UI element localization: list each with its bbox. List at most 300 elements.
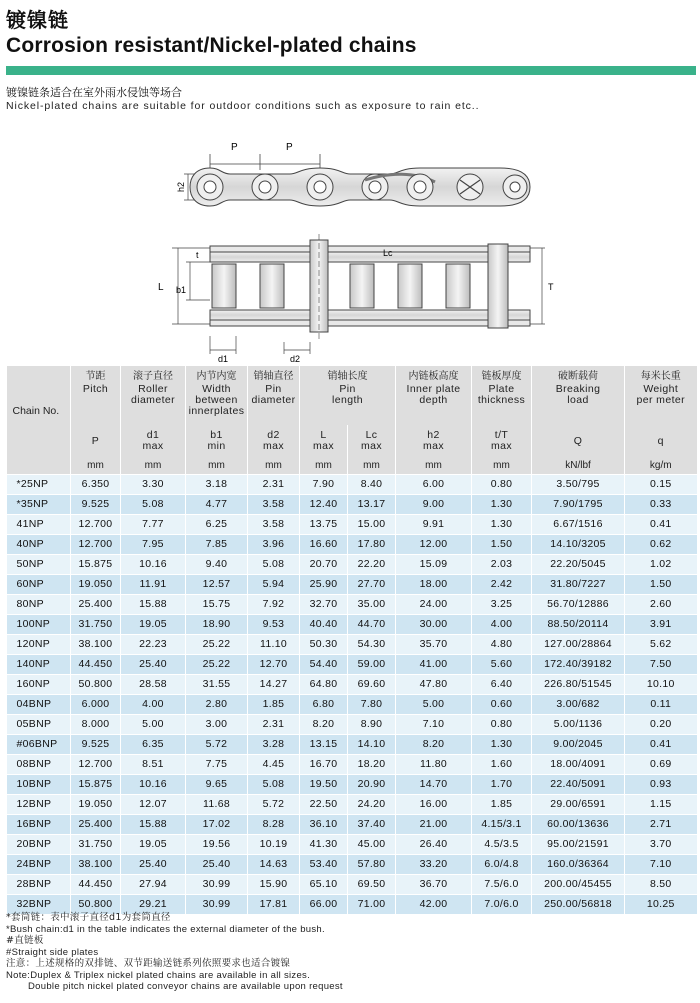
note-general-en-2: Double pitch nickel plated conveyor chains are available upon request <box>28 981 343 992</box>
table-cell: 226.80/51545 <box>532 674 625 694</box>
table-cell: 69.50 <box>348 874 396 894</box>
table-cell: 45.00 <box>348 834 396 854</box>
table-cell: 4.45 <box>248 754 300 774</box>
table-row <box>7 614 697 634</box>
chain-diagram <box>150 128 570 363</box>
table-cell: 10.19 <box>248 834 300 854</box>
table-cell: 41.30 <box>300 834 348 854</box>
table-row <box>7 514 697 534</box>
table-cell: 6.35 <box>121 734 186 754</box>
table-cell: 7.75 <box>186 754 248 774</box>
table-cell: 30.99 <box>186 894 248 914</box>
col-header-inner-plate-depth: 内链板高度 Inner plate depth <box>396 366 472 425</box>
table-cell: 8.28 <box>248 814 300 834</box>
table-row <box>7 674 697 694</box>
table-cell: 42.00 <box>396 894 472 914</box>
table-cell: 29.21 <box>121 894 186 914</box>
col-header-roller-diameter: 滚子直径 Roller diameter <box>121 366 186 425</box>
table-cell: 7.77 <box>121 514 186 534</box>
chain-no-cell: 16BNP <box>7 814 71 834</box>
table-cell: 7.90/1795 <box>532 494 625 514</box>
table-cell: 71.00 <box>348 894 396 914</box>
table-cell: 15.875 <box>71 774 121 794</box>
table-cell: 15.75 <box>186 594 248 614</box>
table-cell: 14.10/3205 <box>532 534 625 554</box>
unit-header: kg/m <box>625 457 697 474</box>
col-header-pin-length: 销轴长度 Pin length <box>300 366 396 425</box>
table-cell: 38.100 <box>71 634 121 654</box>
table-cell: 22.40/5091 <box>532 774 625 794</box>
chain-no-cell: 08BNP <box>7 754 71 774</box>
table-cell: 7.85 <box>186 534 248 554</box>
table-cell: 6.00 <box>396 474 472 494</box>
table-cell: 50.30 <box>300 634 348 654</box>
table-cell: 26.40 <box>396 834 472 854</box>
table-cell: 50.800 <box>71 894 121 914</box>
table-cell: 14.10 <box>348 734 396 754</box>
table-row <box>7 474 697 494</box>
chain-no-cell: 80NP <box>7 594 71 614</box>
chain-no-cell: 40NP <box>7 534 71 554</box>
b1-label: b1 <box>176 285 187 295</box>
table-cell: 0.62 <box>625 534 697 554</box>
table-cell: 3.91 <box>625 614 697 634</box>
table-cell: 24.20 <box>348 794 396 814</box>
table-cell: 6.80 <box>300 694 348 714</box>
table-cell: 59.00 <box>348 654 396 674</box>
table-cell: 36.10 <box>300 814 348 834</box>
table-row <box>7 874 697 894</box>
chain-no-cell: 20BNP <box>7 834 71 854</box>
table-cell: 31.55 <box>186 674 248 694</box>
table-row <box>7 574 697 594</box>
table-row <box>7 894 697 914</box>
table-cell: 19.56 <box>186 834 248 854</box>
table-row <box>7 654 697 674</box>
table-cell: 95.00/21591 <box>532 834 625 854</box>
table-cell: 15.88 <box>121 594 186 614</box>
col-header-pin-diameter: 销轴直径 Pin diameter <box>248 366 300 425</box>
unit-header: mm <box>348 457 396 474</box>
table-row <box>7 534 697 554</box>
table-row <box>7 814 697 834</box>
col-header-plate-thickness: 链板厚度 Plate thickness <box>472 366 532 425</box>
table-cell: 5.08 <box>248 554 300 574</box>
table-cell: 0.60 <box>472 694 532 714</box>
table-cell: 19.05 <box>121 614 186 634</box>
table-cell: 25.400 <box>71 814 121 834</box>
chain-no-cell: 160NP <box>7 674 71 694</box>
table-cell: 19.05 <box>121 834 186 854</box>
table-row <box>7 494 697 514</box>
table-cell: 25.90 <box>300 574 348 594</box>
sym-header: Q <box>532 425 625 457</box>
table-cell: 64.80 <box>300 674 348 694</box>
note-bush-cn: *套筒链：表中滚子直径d1为套筒直径 <box>6 912 171 923</box>
col-header-weight: 每米长重 Weight per meter <box>625 366 697 425</box>
chain-no-cell: 04BNP <box>7 694 71 714</box>
table-cell: 31.750 <box>71 834 121 854</box>
pitch-label-2: P <box>286 142 293 153</box>
table-cell: 27.94 <box>121 874 186 894</box>
table-cell: 12.700 <box>71 534 121 554</box>
table-cell: 22.20/5045 <box>532 554 625 574</box>
tt-label: T <box>548 282 554 292</box>
table-cell: 7.95 <box>121 534 186 554</box>
note-general-en-1: Note:Duplex & Triplex nickel plated chains are available in all sizes. <box>6 969 311 981</box>
table-cell: 25.400 <box>71 594 121 614</box>
table-cell: 44.450 <box>71 654 121 674</box>
table-cell: 16.00 <box>396 794 472 814</box>
chain-no-cell: 100NP <box>7 614 71 634</box>
table-cell: 57.80 <box>348 854 396 874</box>
chain-no-cell: 10BNP <box>7 774 71 794</box>
table-cell: 18.00/4091 <box>532 754 625 774</box>
table-cell: 2.60 <box>625 594 697 614</box>
table-cell: 22.23 <box>121 634 186 654</box>
table-cell: 10.25 <box>625 894 697 914</box>
table-cell: 7.50 <box>625 654 697 674</box>
table-cell: 4.00 <box>472 614 532 634</box>
table-cell: 21.00 <box>396 814 472 834</box>
table-cell: 12.70 <box>248 654 300 674</box>
table-cell: 17.02 <box>186 814 248 834</box>
table-cell: 1.85 <box>248 694 300 714</box>
table-cell: 4.00 <box>121 694 186 714</box>
l-label: L <box>158 282 164 293</box>
table-cell: 5.60 <box>472 654 532 674</box>
table-cell: 3.58 <box>248 494 300 514</box>
sym-header: h2 max <box>396 425 472 457</box>
table-cell: 25.22 <box>186 634 248 654</box>
table-cell: 11.80 <box>396 754 472 774</box>
table-cell: 12.07 <box>121 794 186 814</box>
table-cell: 3.28 <box>248 734 300 754</box>
table-cell: 15.09 <box>396 554 472 574</box>
chain-no-cell: 32BNP <box>7 894 71 914</box>
table-cell: 35.00 <box>348 594 396 614</box>
table-cell: 3.25 <box>472 594 532 614</box>
table-cell: 41.00 <box>396 654 472 674</box>
table-cell: 160.0/36364 <box>532 854 625 874</box>
table-cell: 8.40 <box>348 474 396 494</box>
chain-no-cell: *25NP <box>7 474 71 494</box>
table-cell: 5.72 <box>186 734 248 754</box>
table-row <box>7 594 697 614</box>
table-cell: 3.70 <box>625 834 697 854</box>
footnotes <box>6 912 343 993</box>
table-cell: 1.50 <box>625 574 697 594</box>
unit-header: mm <box>186 457 248 474</box>
table-cell: 19.050 <box>71 574 121 594</box>
chain-plan-view <box>172 234 545 354</box>
table-cell: 4.5/3.5 <box>472 834 532 854</box>
table-cell: 1.60 <box>472 754 532 774</box>
table-cell: 4.15/3.1 <box>472 814 532 834</box>
pitch-label-1: P <box>231 142 238 153</box>
table-row <box>7 794 697 814</box>
table-cell: 22.20 <box>348 554 396 574</box>
table-cell: 15.90 <box>248 874 300 894</box>
table-cell: 0.93 <box>625 774 697 794</box>
table-cell: 9.525 <box>71 494 121 514</box>
note-general-cn: 注意：上述规格的双排链、双节距输送链系列依照要求也适合镀镍 <box>6 958 291 969</box>
sym-header: d1 max <box>121 425 186 457</box>
table-cell: 4.77 <box>186 494 248 514</box>
table-cell: 8.51 <box>121 754 186 774</box>
table-cell: 8.20 <box>396 734 472 754</box>
table-cell: 25.40 <box>186 854 248 874</box>
table-cell: 4.80 <box>472 634 532 654</box>
table-cell: 15.875 <box>71 554 121 574</box>
table-row <box>7 754 697 774</box>
table-cell: 1.30 <box>472 734 532 754</box>
chain-no-cell: 05BNP <box>7 714 71 734</box>
chain-no-cell: #06BNP <box>7 734 71 754</box>
table-row <box>7 714 697 734</box>
table-cell: 9.00/2045 <box>532 734 625 754</box>
table-cell: 250.00/56818 <box>532 894 625 914</box>
chain-no-cell: 140NP <box>7 654 71 674</box>
note-bush-en: *Bush chain:d1 in the table indicates the external diameter of the bush. <box>6 923 325 935</box>
table-cell: 2.42 <box>472 574 532 594</box>
table-cell: 5.00 <box>396 694 472 714</box>
lc-label-top: Lc <box>383 248 393 258</box>
table-cell: 3.18 <box>186 474 248 494</box>
table-row <box>7 554 697 574</box>
table-cell: 30.99 <box>186 874 248 894</box>
note-straight-en: #Straight side plates <box>6 946 99 958</box>
d1-label: d1 <box>218 354 229 363</box>
table-cell: 12.57 <box>186 574 248 594</box>
description-cn: 镀镍链条适合在室外雨水侵蚀等场合 <box>6 86 182 99</box>
table-cell: 19.050 <box>71 794 121 814</box>
table-cell: 44.70 <box>348 614 396 634</box>
table-cell: 5.94 <box>248 574 300 594</box>
table-cell: 17.81 <box>248 894 300 914</box>
table-cell: 10.10 <box>625 674 697 694</box>
table-cell: 7.80 <box>348 694 396 714</box>
table-cell: 7.0/6.0 <box>472 894 532 914</box>
table-cell: 3.96 <box>248 534 300 554</box>
table-cell: 16.70 <box>300 754 348 774</box>
table-row <box>7 774 697 794</box>
table-cell: 2.31 <box>248 714 300 734</box>
sym-header: P <box>71 425 121 457</box>
chain-no-cell: 41NP <box>7 514 71 534</box>
table-cell: 33.20 <box>396 854 472 874</box>
table-cell: 15.00 <box>348 514 396 534</box>
table-cell: 6.000 <box>71 694 121 714</box>
table-cell: 3.50/795 <box>532 474 625 494</box>
table-cell: 31.80/7227 <box>532 574 625 594</box>
table-cell: 30.00 <box>396 614 472 634</box>
table-row <box>7 694 697 714</box>
sym-header: Lc max <box>348 425 396 457</box>
chain-no-cell: 24BNP <box>7 854 71 874</box>
table-cell: 6.67/1516 <box>532 514 625 534</box>
table-cell: 54.30 <box>348 634 396 654</box>
table-cell: 1.50 <box>472 534 532 554</box>
table-cell: 13.75 <box>300 514 348 534</box>
table-cell: 1.30 <box>472 494 532 514</box>
table-cell: 14.27 <box>248 674 300 694</box>
description-en: Nickel-plated chains are suitable for outdoor conditions such as exposure to rain etc.. <box>6 100 480 112</box>
table-cell: 200.00/45455 <box>532 874 625 894</box>
table-cell: 28.58 <box>121 674 186 694</box>
table-cell: 40.40 <box>300 614 348 634</box>
table-cell: 10.16 <box>121 554 186 574</box>
table-row <box>7 634 697 654</box>
table-cell: 50.800 <box>71 674 121 694</box>
title-rule <box>6 66 696 75</box>
chain-no-cell: 60NP <box>7 574 71 594</box>
title-cn: 镀镍链 <box>6 8 69 32</box>
table-cell: 25.22 <box>186 654 248 674</box>
table-cell: 0.80 <box>472 474 532 494</box>
table-cell: 11.68 <box>186 794 248 814</box>
table-cell: 5.62 <box>625 634 697 654</box>
table-row <box>7 834 697 854</box>
table-cell: 14.63 <box>248 854 300 874</box>
table-cell: 13.15 <box>300 734 348 754</box>
table-cell: 8.50 <box>625 874 697 894</box>
table-cell: 29.00/6591 <box>532 794 625 814</box>
table-cell: 6.40 <box>472 674 532 694</box>
unit-header: mm <box>248 457 300 474</box>
d2-label: d2 <box>290 354 301 363</box>
table-cell: 47.80 <box>396 674 472 694</box>
table-cell: 6.25 <box>186 514 248 534</box>
table-cell: 69.60 <box>348 674 396 694</box>
chain-no-cell: 120NP <box>7 634 71 654</box>
table-cell: 9.53 <box>248 614 300 634</box>
table-cell: 35.70 <box>396 634 472 654</box>
unit-header: mm <box>300 457 348 474</box>
sym-header: q <box>625 425 697 457</box>
table-cell: 18.00 <box>396 574 472 594</box>
table-cell: 7.92 <box>248 594 300 614</box>
table-cell: 15.88 <box>121 814 186 834</box>
t-label: t <box>196 250 199 260</box>
unit-header: kN/lbf <box>532 457 625 474</box>
table-cell: 0.33 <box>625 494 697 514</box>
table-cell: 0.41 <box>625 514 697 534</box>
table-cell: 8.90 <box>348 714 396 734</box>
h2-label: h2 <box>176 181 186 192</box>
table-cell: 18.90 <box>186 614 248 634</box>
table-row <box>7 854 697 874</box>
spec-table-body <box>7 474 697 914</box>
table-cell: 53.40 <box>300 854 348 874</box>
table-cell: 88.50/20114 <box>532 614 625 634</box>
table-cell: 9.91 <box>396 514 472 534</box>
table-cell: 12.700 <box>71 754 121 774</box>
page-title: Corrosion resistant/Nickel-plated chains <box>6 34 417 57</box>
table-cell: 5.00 <box>121 714 186 734</box>
table-cell: 44.450 <box>71 874 121 894</box>
table-cell: 5.00/1136 <box>532 714 625 734</box>
unit-header-blank <box>7 457 71 474</box>
sym-header: b1 min <box>186 425 248 457</box>
unit-header: mm <box>71 457 121 474</box>
table-cell: 14.70 <box>396 774 472 794</box>
table-cell: 0.20 <box>625 714 697 734</box>
table-cell: 36.70 <box>396 874 472 894</box>
table-cell: 7.90 <box>300 474 348 494</box>
table-cell: 54.40 <box>300 654 348 674</box>
table-cell: 5.08 <box>248 774 300 794</box>
table-cell: 1.15 <box>625 794 697 814</box>
table-cell: 20.70 <box>300 554 348 574</box>
table-cell: 12.00 <box>396 534 472 554</box>
table-cell: 9.00 <box>396 494 472 514</box>
table-cell: 2.03 <box>472 554 532 574</box>
table-cell: 17.80 <box>348 534 396 554</box>
table-cell: 12.40 <box>300 494 348 514</box>
table-cell: 0.41 <box>625 734 697 754</box>
table-cell: 12.700 <box>71 514 121 534</box>
table-cell: 0.69 <box>625 754 697 774</box>
table-cell: 9.40 <box>186 554 248 574</box>
table-cell: 24.00 <box>396 594 472 614</box>
chain-no-header: Chain No. <box>7 366 71 457</box>
sym-header: L max <box>300 425 348 457</box>
table-cell: 20.90 <box>348 774 396 794</box>
table-cell: 127.00/28864 <box>532 634 625 654</box>
sym-header: d2 max <box>248 425 300 457</box>
table-cell: 25.40 <box>121 654 186 674</box>
spec-table <box>6 366 697 914</box>
table-cell: 38.100 <box>71 854 121 874</box>
table-cell: 11.10 <box>248 634 300 654</box>
chain-no-cell: 28BNP <box>7 874 71 894</box>
table-cell: 56.70/12886 <box>532 594 625 614</box>
table-cell: 6.350 <box>71 474 121 494</box>
unit-header: mm <box>121 457 186 474</box>
table-cell: 3.00/682 <box>532 694 625 714</box>
table-cell: 7.10 <box>396 714 472 734</box>
table-cell: 19.50 <box>300 774 348 794</box>
table-cell: 1.30 <box>472 514 532 534</box>
table-cell: 31.750 <box>71 614 121 634</box>
table-cell: 25.40 <box>121 854 186 874</box>
unit-header: mm <box>396 457 472 474</box>
table-row <box>7 734 697 754</box>
col-header-inner-width: 内节内宽 Width between innerplates <box>186 366 248 425</box>
table-cell: 8.000 <box>71 714 121 734</box>
table-cell: 0.80 <box>472 714 532 734</box>
table-cell: 27.70 <box>348 574 396 594</box>
table-cell: 66.00 <box>300 894 348 914</box>
table-cell: 65.10 <box>300 874 348 894</box>
table-cell: 0.15 <box>625 474 697 494</box>
chain-no-cell: 50NP <box>7 554 71 574</box>
table-cell: 3.30 <box>121 474 186 494</box>
table-cell: 6.0/4.8 <box>472 854 532 874</box>
note-straight-cn: #直链板 <box>6 935 44 946</box>
sym-header: t/T max <box>472 425 532 457</box>
table-cell: 3.58 <box>248 514 300 534</box>
table-cell: 9.65 <box>186 774 248 794</box>
table-cell: 172.40/39182 <box>532 654 625 674</box>
chain-no-cell: 12BNP <box>7 794 71 814</box>
table-cell: 1.02 <box>625 554 697 574</box>
table-cell: 2.71 <box>625 814 697 834</box>
table-cell: 11.91 <box>121 574 186 594</box>
chain-no-cell: *35NP <box>7 494 71 514</box>
table-cell: 2.80 <box>186 694 248 714</box>
